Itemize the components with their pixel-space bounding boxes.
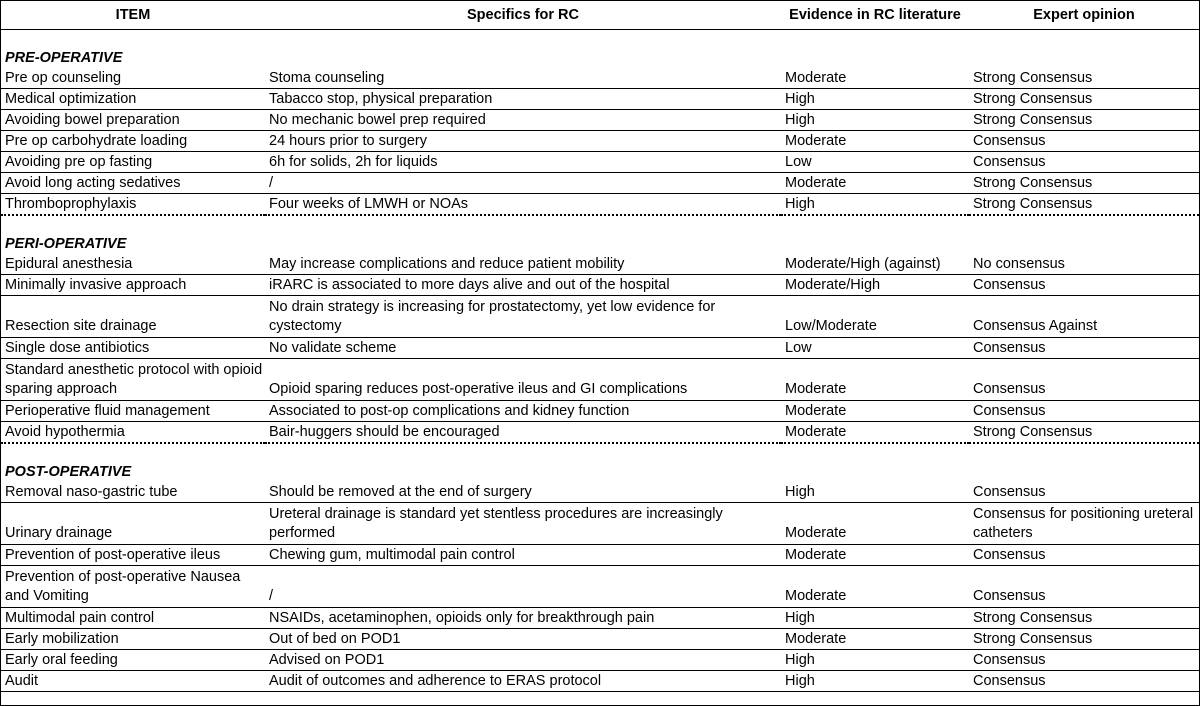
opinion-cell: Consensus — [969, 401, 1199, 422]
evidence-cell: Moderate — [781, 422, 969, 444]
specifics-cell: / — [265, 566, 781, 608]
evidence-cell: Low/Moderate — [781, 296, 969, 338]
item-cell: Audit — [1, 671, 265, 692]
evidence-cell: High — [781, 650, 969, 671]
evidence-cell: Low — [781, 338, 969, 359]
header-row — [1, 1, 1199, 30]
section-header-row — [1, 462, 1199, 482]
specifics-cell: Stoma counseling — [265, 68, 781, 89]
item-cell: Avoid long acting sedatives — [1, 173, 265, 194]
header-specifics: Specifics for RC — [265, 1, 781, 30]
table-row — [1, 296, 1199, 338]
opinion-cell: Consensus — [969, 482, 1199, 503]
opinion-cell: Consensus — [969, 566, 1199, 608]
specifics-cell: Audit of outcomes and adherence to ERAS protocol — [265, 671, 781, 692]
table-row — [1, 566, 1199, 608]
opinion-cell: Consensus — [969, 545, 1199, 566]
evidence-cell: High — [781, 194, 969, 216]
item-cell: Perioperative fluid management — [1, 401, 265, 422]
section-title: PERI-OPERATIVE — [5, 236, 127, 252]
item-cell: Urinary drainage — [1, 503, 265, 545]
section-header-row — [1, 48, 1199, 68]
evidence-cell: Moderate — [781, 131, 969, 152]
header-item: ITEM — [1, 1, 265, 30]
item-cell: Avoiding bowel preparation — [1, 110, 265, 131]
table-row — [1, 503, 1199, 545]
evidence-cell: Moderate — [781, 545, 969, 566]
evidence-cell: Low — [781, 152, 969, 173]
section-spacer — [1, 30, 1199, 49]
evidence-cell: High — [781, 482, 969, 503]
table-row — [1, 359, 1199, 401]
table-row — [1, 173, 1199, 194]
table-row — [1, 608, 1199, 629]
item-cell: Prevention of post-operative Nausea and Vomiting — [1, 566, 265, 608]
specifics-cell: 24 hours prior to surgery — [265, 131, 781, 152]
opinion-cell: Strong Consensus — [969, 194, 1199, 216]
specifics-cell: Four weeks of LMWH or NOAs — [265, 194, 781, 216]
section-header-row — [1, 234, 1199, 254]
item-cell: Standard anesthetic protocol with opioid sparing approach — [1, 359, 265, 401]
evidence-cell: High — [781, 110, 969, 131]
opinion-cell: Consensus — [969, 131, 1199, 152]
item-cell: Early mobilization — [1, 629, 265, 650]
specifics-cell: Associated to post-op complications and kidney function — [265, 401, 781, 422]
opinion-cell: Strong Consensus — [969, 68, 1199, 89]
item-cell: Single dose antibiotics — [1, 338, 265, 359]
item-cell: Pre op carbohydrate loading — [1, 131, 265, 152]
opinion-cell: Consensus — [969, 275, 1199, 296]
table-row — [1, 401, 1199, 422]
opinion-cell: Strong Consensus — [969, 173, 1199, 194]
table-row — [1, 629, 1199, 650]
header-evidence: Evidence in RC literature — [781, 1, 969, 30]
section-spacer — [1, 215, 1199, 234]
evidence-cell: Moderate — [781, 359, 969, 401]
item-cell: Avoiding pre op fasting — [1, 152, 265, 173]
section-title: PRE-OPERATIVE — [5, 50, 123, 66]
item-cell: Pre op counseling — [1, 68, 265, 89]
opinion-cell: Strong Consensus — [969, 110, 1199, 131]
specifics-cell: Chewing gum, multimodal pain control — [265, 545, 781, 566]
specifics-cell: Advised on POD1 — [265, 650, 781, 671]
specifics-cell: No mechanic bowel prep required — [265, 110, 781, 131]
item-cell: Removal naso-gastric tube — [1, 482, 265, 503]
specifics-cell: Should be removed at the end of surgery — [265, 482, 781, 503]
table-row — [1, 275, 1199, 296]
item-cell: Avoid hypothermia — [1, 422, 265, 444]
item-cell: Early oral feeding — [1, 650, 265, 671]
specifics-cell: Opioid sparing reduces post-operative ileus and GI complications — [265, 359, 781, 401]
opinion-cell: No consensus — [969, 254, 1199, 275]
header-expert-opinion: Expert opinion — [969, 1, 1199, 30]
section-spacer — [1, 443, 1199, 462]
specifics-cell: Ureteral drainage is standard yet stentless procedures are increasingly performed — [265, 503, 781, 545]
opinion-cell: Consensus for positioning ureteral catheters — [969, 503, 1199, 545]
opinion-cell: Consensus — [969, 671, 1199, 692]
specifics-cell: / — [265, 173, 781, 194]
eras-recommendations-table — [1, 1, 1199, 692]
evidence-cell: High — [781, 608, 969, 629]
evidence-cell: Moderate/High — [781, 275, 969, 296]
table-body — [1, 30, 1199, 692]
opinion-cell: Strong Consensus — [969, 629, 1199, 650]
evidence-cell: Moderate — [781, 173, 969, 194]
table-row — [1, 110, 1199, 131]
table-row — [1, 254, 1199, 275]
table-row — [1, 545, 1199, 566]
evidence-cell: Moderate — [781, 566, 969, 608]
item-cell: Multimodal pain control — [1, 608, 265, 629]
table-row — [1, 131, 1199, 152]
opinion-cell: Strong Consensus — [969, 422, 1199, 444]
table-row — [1, 338, 1199, 359]
specifics-cell: 6h for solids, 2h for liquids — [265, 152, 781, 173]
table-row — [1, 650, 1199, 671]
opinion-cell: Strong Consensus — [969, 608, 1199, 629]
item-cell: Prevention of post-operative ileus — [1, 545, 265, 566]
opinion-cell: Strong Consensus — [969, 89, 1199, 110]
table-row — [1, 89, 1199, 110]
evidence-cell: High — [781, 89, 969, 110]
opinion-cell: Consensus — [969, 650, 1199, 671]
table-row — [1, 671, 1199, 692]
specifics-cell: iRARC is associated to more days alive and out of the hospital — [265, 275, 781, 296]
evidence-cell: Moderate — [781, 629, 969, 650]
item-cell: Epidural anesthesia — [1, 254, 265, 275]
table-row — [1, 482, 1199, 503]
item-cell: Thromboprophylaxis — [1, 194, 265, 216]
section-title: POST-OPERATIVE — [5, 464, 132, 480]
opinion-cell: Consensus — [969, 359, 1199, 401]
table-row — [1, 68, 1199, 89]
opinion-cell: Consensus — [969, 338, 1199, 359]
evidence-cell: Moderate — [781, 68, 969, 89]
evidence-cell: Moderate/High (against) — [781, 254, 969, 275]
specifics-cell: Tabacco stop, physical preparation — [265, 89, 781, 110]
specifics-cell: No validate scheme — [265, 338, 781, 359]
specifics-cell: Out of bed on POD1 — [265, 629, 781, 650]
specifics-cell: Bair-huggers should be encouraged — [265, 422, 781, 444]
item-cell: Resection site drainage — [1, 296, 265, 338]
specifics-cell: NSAIDs, acetaminophen, opioids only for breakthrough pain — [265, 608, 781, 629]
opinion-cell: Consensus — [969, 152, 1199, 173]
table-row — [1, 422, 1199, 444]
table-row — [1, 194, 1199, 216]
evidence-cell: High — [781, 671, 969, 692]
evidence-cell: Moderate — [781, 401, 969, 422]
table-row — [1, 152, 1199, 173]
evidence-cell: Moderate — [781, 503, 969, 545]
item-cell: Minimally invasive approach — [1, 275, 265, 296]
opinion-cell: Consensus Against — [969, 296, 1199, 338]
item-cell: Medical optimization — [1, 89, 265, 110]
specifics-cell: May increase complications and reduce patient mobility — [265, 254, 781, 275]
specifics-cell: No drain strategy is increasing for prostatectomy, yet low evidence for cystectomy — [265, 296, 781, 338]
